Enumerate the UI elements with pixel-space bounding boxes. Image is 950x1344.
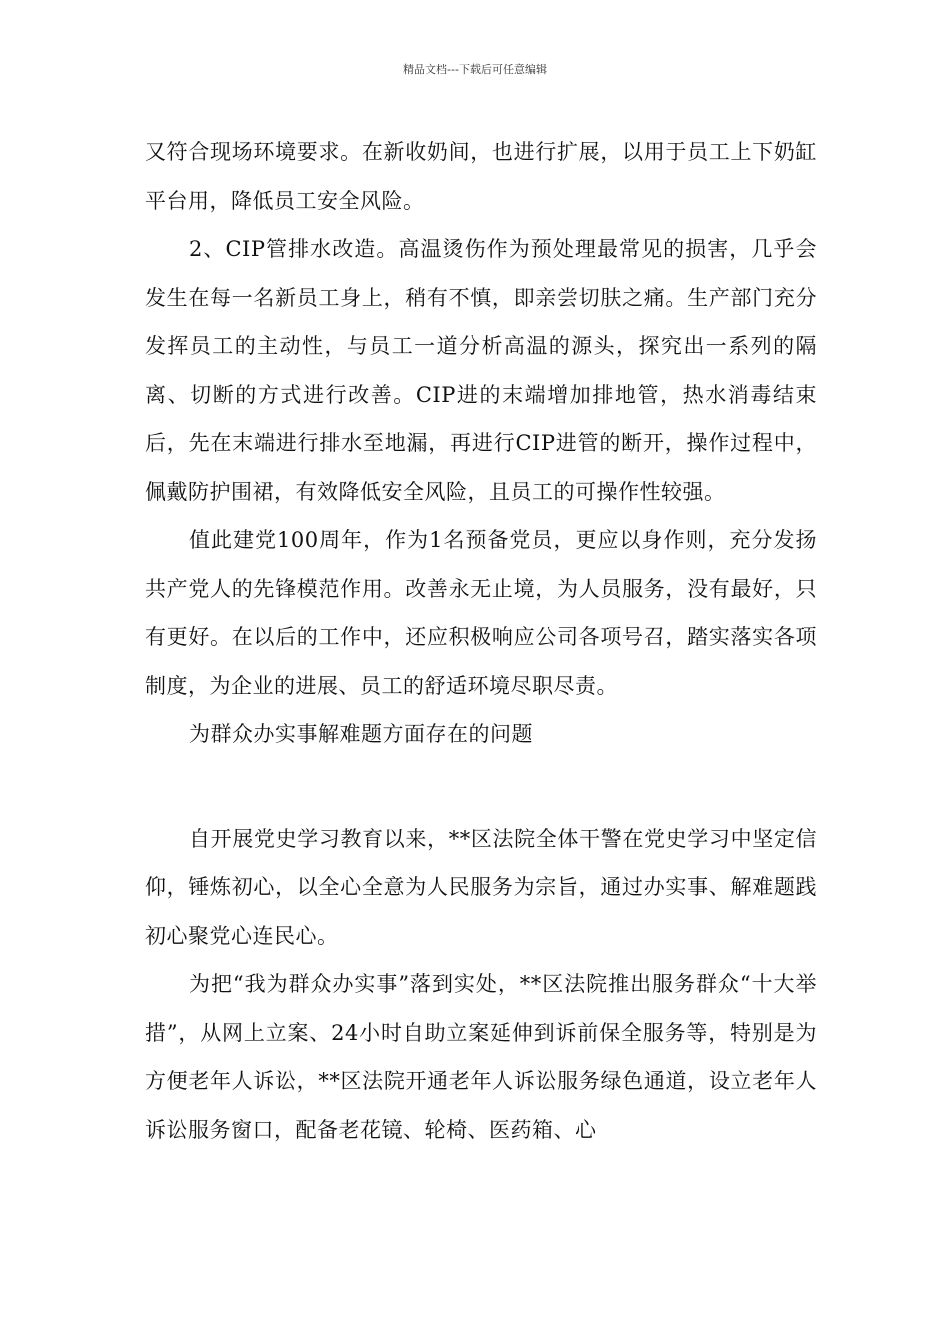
page-header: 精品文档---下载后可任意编辑	[403, 63, 547, 76]
document-body	[145, 128, 817, 1154]
paragraph-3: 值此建党100周年，作为1名预备党员，更应以身作则，充分发扬共产党人的先锋模范作用。改善永无止境，为人员服务，没有最好，只有更好。在以后的工作中，还应积极响应公司各项号召，踏实落实各项制度，为企业的进展、员工的舒适环境尽职尽责。	[145, 528, 817, 698]
paragraph-4: 自开展党史学习教育以来，**区法院全体干警在党史学习中坚定信仰，锤炼初心，以全心全意为人民服务为宗旨，通过办实事、解难题践初心聚党心连民心。	[145, 826, 817, 948]
blank-space	[145, 759, 817, 815]
paragraph-2: 2、CIP管排水改造。高温烫伤作为预处理最常见的损害，几乎会发生在每一名新员工身上，稍有不慎，即亲尝切肤之痛。生产部门充分发挥员工的主动性，与员工一道分析高温的源头，探究出一系列的隔离、切断的方式进行改善。CIP进的末端增加排地管，热水消毒结束后，先在末端进行排水至地漏，再进行CIP进管的断开，操作过程中，佩戴防护围裙，有效降低安全风险，且员工的可操作性较强。	[145, 237, 817, 504]
section-heading: 为群众办实事解难题方面存在的问题	[189, 722, 533, 746]
paragraph-5: 为把“我为群众办实事”落到实处，**区法院推出服务群众“十大举措”，从网上立案、24小时自助立案延伸到诉前保全服务等，特别是为方便老年人诉讼，**区法院开通老年人诉讼服务绿色通道，设立老年人诉讼服务窗口，配备老花镜、轮椅、医药箱、心	[145, 972, 817, 1142]
paragraph-1: 又符合现场环境要求。在新收奶间，也进行扩展，以用于员工上下奶缸平台用，降低员工安全风险。	[145, 140, 817, 213]
